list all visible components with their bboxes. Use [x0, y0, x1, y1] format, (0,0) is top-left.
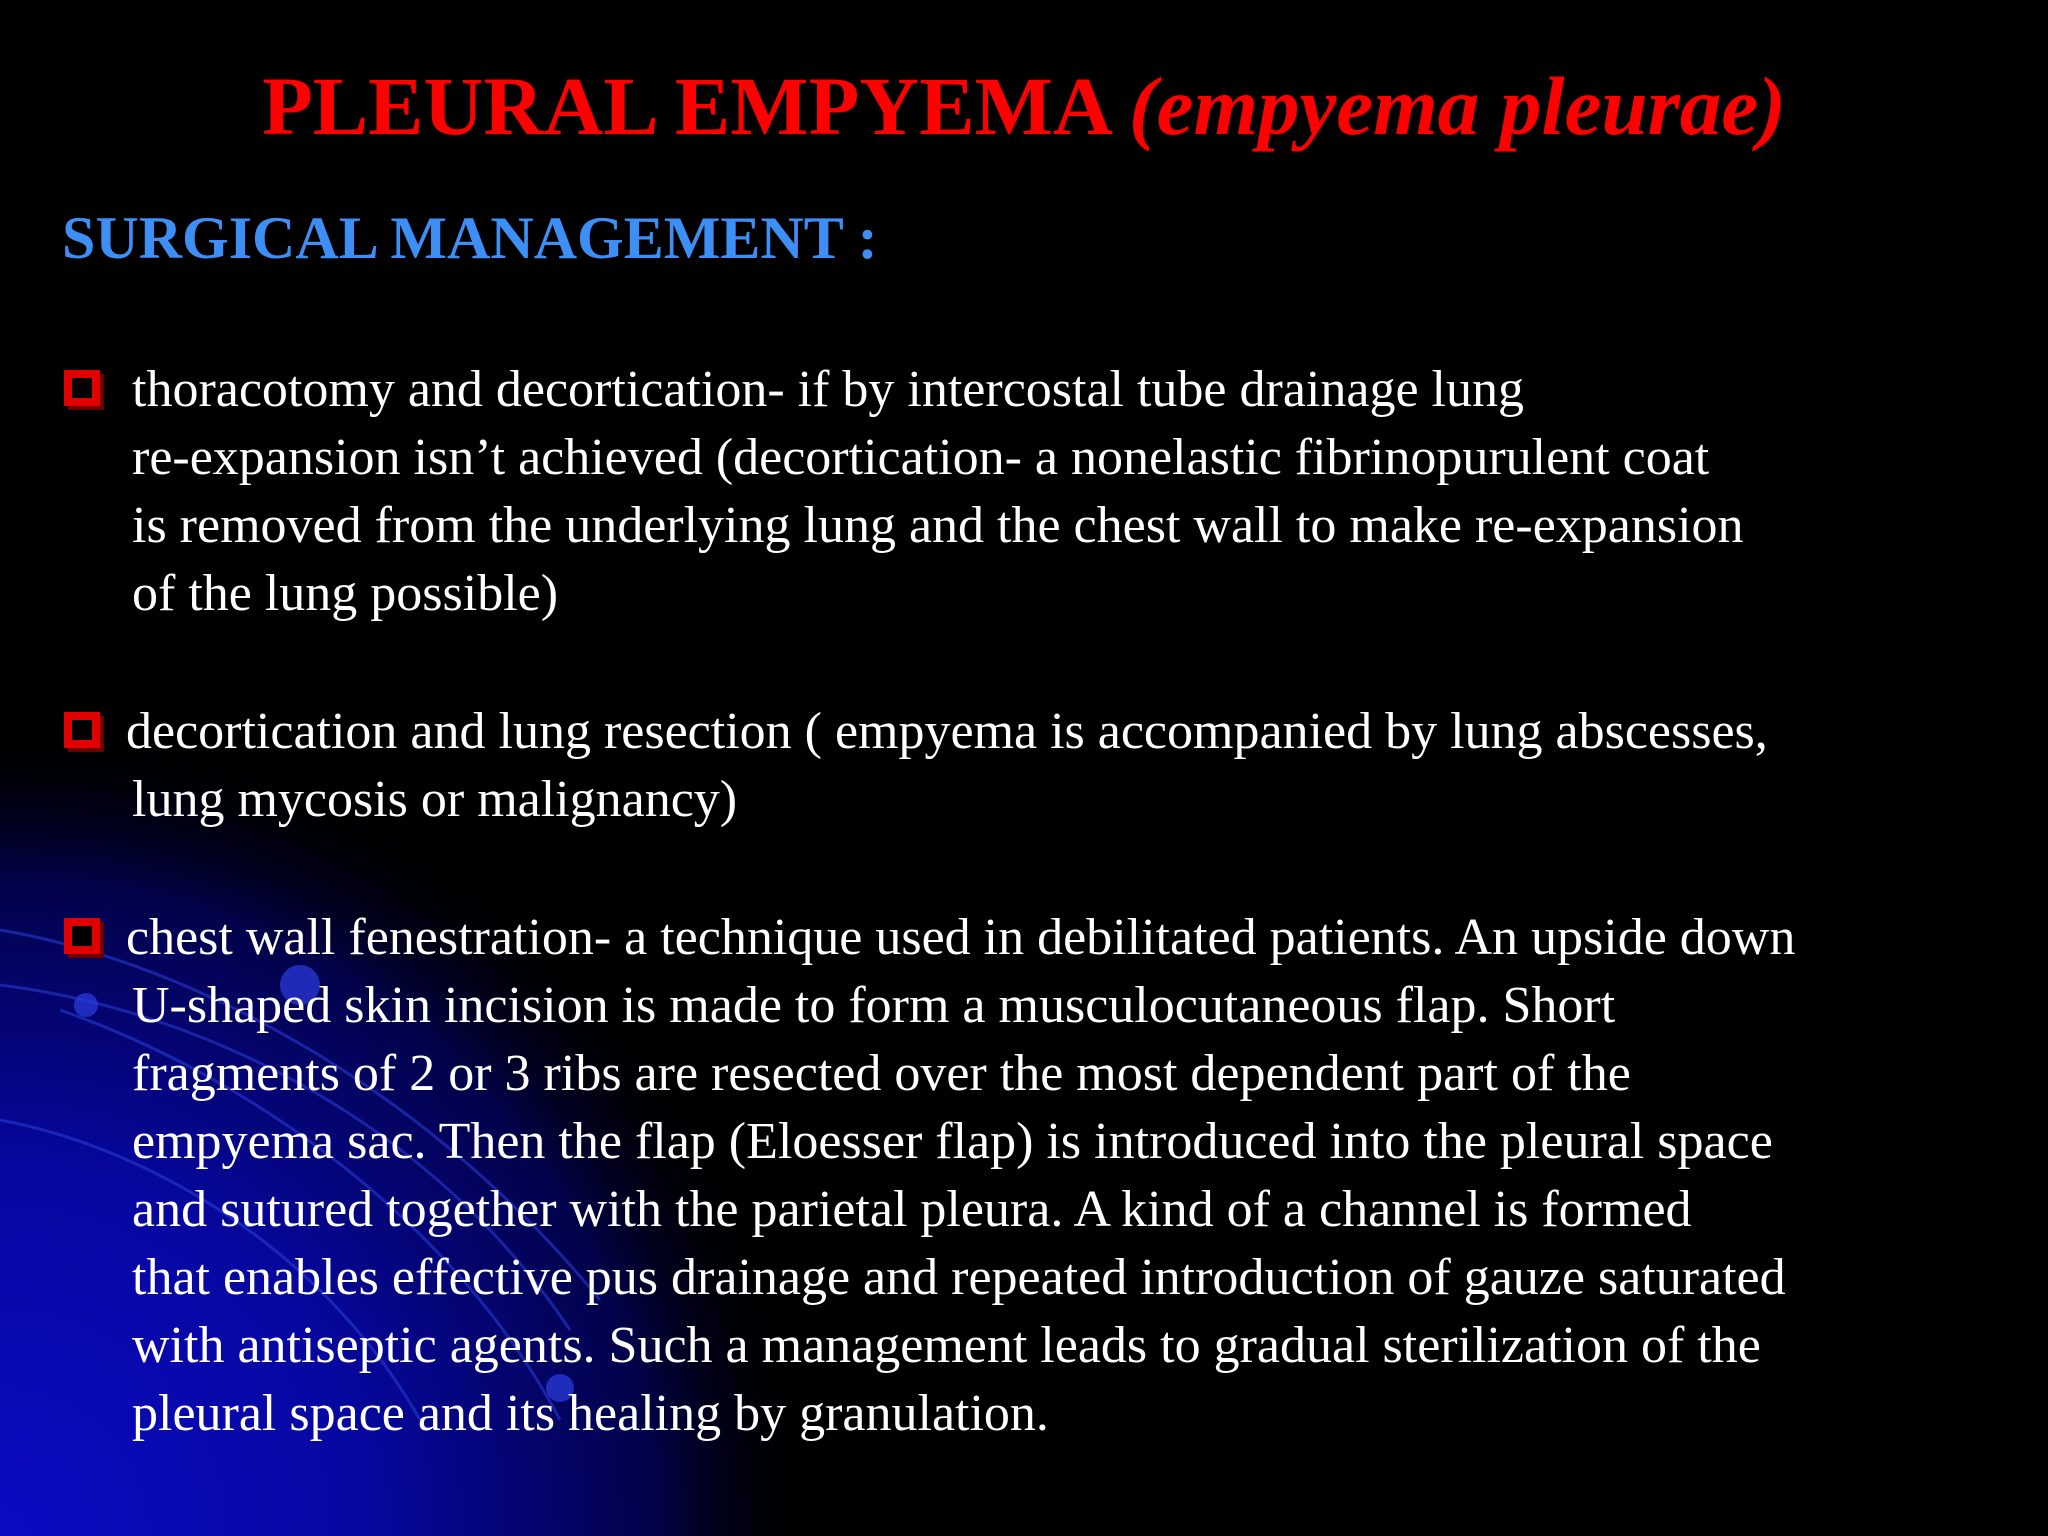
bullet-line: lung mycosis or malignancy)	[132, 771, 738, 828]
bullet-line: re-expansion isn’t achieved (decortication- a nonelastic fibrinopurulent coat	[132, 429, 1710, 486]
checkbox-bullet-icon	[64, 370, 100, 406]
bullet-line: that enables effective pus drainage and repeated introduction of gauze saturated	[132, 1249, 1786, 1306]
title-main: PLEURAL EMPYEMA	[262, 60, 1109, 152]
bullet-line: pleural space and its healing by granulation.	[132, 1385, 1049, 1442]
bullet-line: empyema sac. Then the flap (Eloesser flap) is introduced into the pleural space	[132, 1113, 1773, 1170]
checkbox-bullet-icon	[64, 918, 100, 954]
bullet-line: of the lung possible)	[132, 565, 559, 622]
bullet-line: with antiseptic agents. Such a management leads to gradual sterilization of the	[132, 1317, 1761, 1374]
bullet-line: fragments of 2 or 3 ribs are resected over the most dependent part of the	[132, 1045, 1631, 1102]
checkbox-bullet-icon	[64, 712, 100, 748]
bullet-line: U-shaped skin incision is made to form a musculocutaneous flap. Short	[132, 977, 1616, 1034]
title-italic: (empyema pleurae)	[1129, 60, 1786, 152]
bullet-line: thoracotomy and decortication- if by intercostal tube drainage lung	[132, 361, 1524, 418]
bullet-line: and sutured together with the parietal pleura. A kind of a channel is formed	[132, 1181, 1692, 1238]
bullet-line: decortication and lung resection ( empyema is accompanied by lung abscesses,	[126, 703, 1768, 760]
bullet-line: is removed from the underlying lung and the chest wall to make re-expansion	[132, 497, 1744, 554]
section-heading: SURGICAL MANAGEMENT :	[62, 205, 878, 271]
decor-dot-2	[74, 993, 98, 1017]
slide-title	[0, 56, 2048, 156]
bullet-line: chest wall fenestration- a technique used in debilitated patients. An upside down	[126, 909, 1796, 966]
